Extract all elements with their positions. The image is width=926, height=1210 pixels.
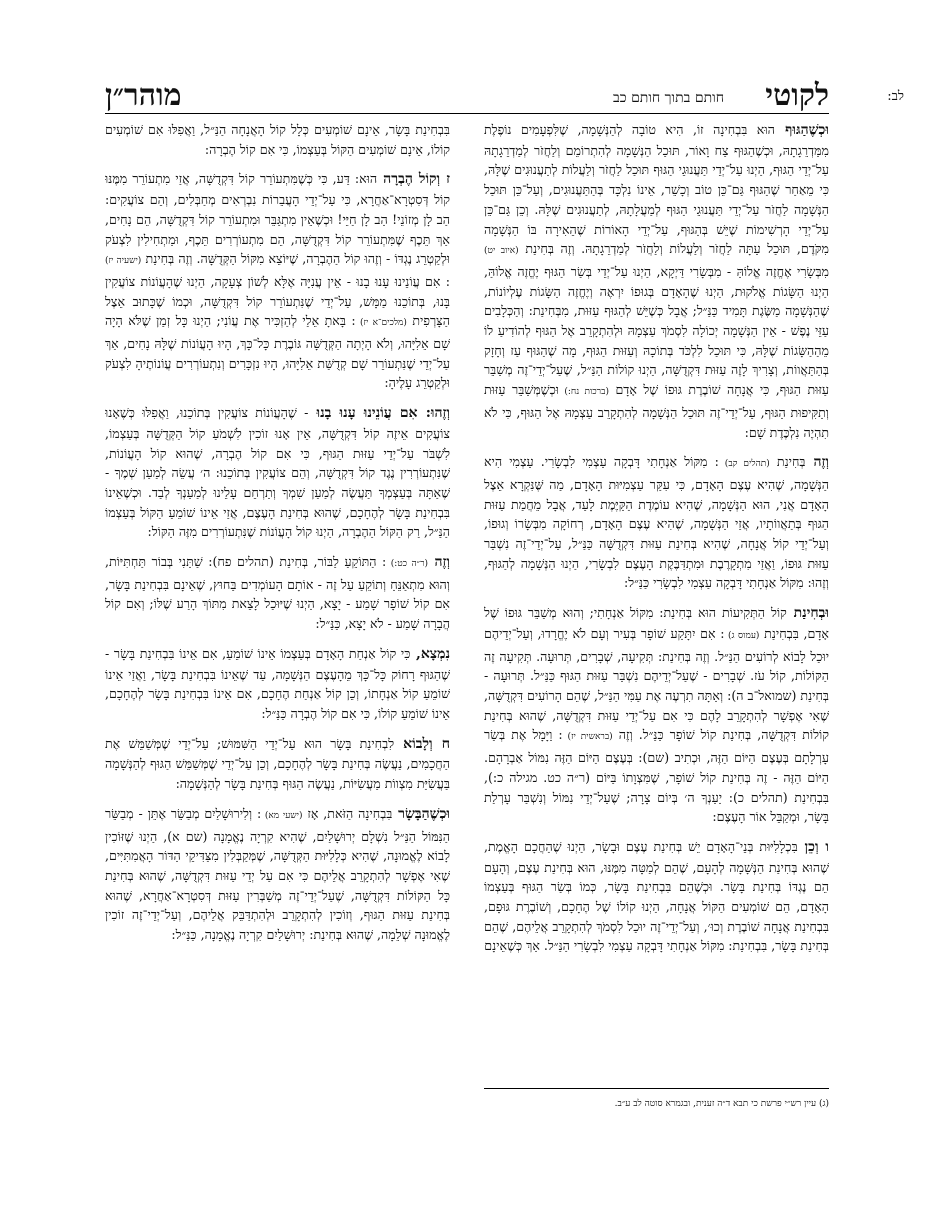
paragraph-lead: ח וְלָבוֹא: [394, 735, 450, 752]
source-reference: (ר״ה כט:): [386, 559, 429, 570]
paragraph: [484, 120, 829, 442]
leaf-number: לב:: [887, 89, 904, 104]
source-reference: (מלכים־א יז): [355, 318, 407, 329]
paragraph: [105, 552, 450, 634]
paragraph-text: הוּא: דַּע, כִּי כְּשֶׁמִּתְעוֹרֵר קוֹל דִּקְדֻשָּׁה, אֲזַי מִתְעוֹרֵר מִמֶּנּוּ קוֹל דְּסִטְרָא־אַחֲרָא, כִּי עַל־יְדֵי הָעֲבֵרוֹת נִבְרְאִים מְחַבְּלִים, וְהֵם צוֹעֲקִים: הַב לָן מְזוֹנֵי! הַב לָן חַיֵּי! וּכְשֶׁאֵין מִתְגַּבֵּר וּמִתְעוֹרֵר קוֹל דִּקְדֻשָּׁה, הֵם נָחִים, אַךְ תֵּכֶף שֶׁמִּתְעוֹרֵר קוֹל דִּקְדֻשָּׁה, הֵם מִתְעוֹרְרִים תֵּכֶף, וּמַתְחִילִין לִצְעֹק וּלְקַטְרֵג נֶגְדּוֹ - וְזֶהוּ קוֹל הַהֶבְרָה, שֶׁיּוֹצֵא מִקּוֹל הַקְּדֻשָּׁה. וְזֶה בְּחִינַת: [105, 171, 450, 267]
left-column: [105, 120, 450, 1110]
paragraph-lead: וְזֶהוּ: אִם עֲוֹנֵינוּ עָנוּ בָנוּ: [308, 405, 450, 422]
paragraph-text: קוֹל הַתְּקִיעוֹת הוּא בְּחִינַת: מִקּוֹל אַנְחָתִי; וְהוּא מְשַׁבֵּר גּוּפוֹ שֶׁל אָדָם, בִּבְחִינַת: [484, 605, 829, 641]
paragraph: [484, 452, 829, 593]
source-reference: (בראשית יז): [562, 732, 613, 743]
paragraph-text: : וַיָּמָל אֶת בְּשַׂר עָרְלָתָם בְּעֶצֶם הַיּוֹם הַזֶּה, וּכְתִיב (שם): בְּעֶצֶם הַיּוֹם הַזֶּה נִמּוֹל אַבְרָהָם. הַיּוֹם הַזֶּה - זֶה בְּחִינַת קוֹל שׁוֹפָר, שֶׁמִּצְוָתוֹ בַּיּוֹם (ר״ה כט. מגילה כ:), בִּבְחִינַת (תהלים כ): יַעַנְךָ ה׳ בְּיוֹם צָרָה; שֶׁעַל־יְדֵי נִמּוֹל וְנִשְׁבַּר עָרְלַת בָּשָׂר, וּמְקַבֵּל אוֹר הָעֶצֶם:: [484, 727, 829, 825]
paragraph-text: וּכְשֶׁמְּשַׁבֵּר עַזּוּת וְתַקִּיפוּת הַגּוּף, עַל־יְדֵי־זֶה תּוּכַל הַנְּשָׁמָה לְהִתְקָרֵב עַצְמָהּ אֶל הַגּוּף, כִּי לֹא תִהְיֶה נִלְכֶּדֶת שָׁם:: [484, 382, 829, 440]
paragraph: [105, 804, 450, 945]
paragraph: [484, 837, 829, 956]
paragraph-lead: ז וְקוֹל הֶבְרָה: [377, 171, 450, 188]
paragraph-text: לִבְחִינַת בָּשָׂר הוּא עַל־יְדֵי הַשִּׁמּוּשׁ; עַל־יְדֵי שֶׁמְּשַׁמֵּשׁ אֶת הַחֲכָמִים, נַעֲשֶׂה בְּחִינַת בָּשָׂר לְהֶחָכָם, וְכֵן עַל־יְדֵי שֶׁמְּשַׁמֵּשׁ הַגּוּף לְהַנְּשָׁמָה בַּעֲשִׂיַּת מִצְווֹת מַעֲשִׂיּוֹת, נַעֲשֶׂה הַגּוּף בְּחִינַת בָּשָׂר לְהַנְּשָׁמָה:: [105, 735, 450, 792]
source-reference: (ברכות נח:): [558, 387, 609, 398]
paragraph-text: - שֶׁהָעֲוֹנוֹת צוֹעֲקִין בְּתוֹכֵנוּ, וַאֲפִלּוּ כְּשֶׁאָנוּ צוֹעֲקִים אֵיזֶה קוֹל דִּקְדֻשָּׁה, אֵין אָנוּ זוֹכִין לִשְׁמֹעַ קוֹל הַקְּדֻשָּׁה בְּעַצְמוֹ, לִשְׁבֹּר עַל־יְדֵי עַזּוּת הַגּוּף, כִּי אִם קוֹל הֶבְרָה, שֶׁהוּא קוֹל הָעֲוֹנוֹת, שֶׁנִּתְעוֹרְרִין נֶגֶד קוֹל דִּקְדֻשָּׁה, וְהֵם צוֹעֲקִין בְּתוֹכֵנוּ: ה׳ עֲשֵׂה לְמַעַן שְׁמֶךָ - שֶׁאַתָּה בְּעַצְמְךָ תַּעֲשֶׂה לְמַעַן שִׁמְךָ וְתַרְחֵם עָלֵינוּ לְמַעַנְךָ לְבַד. וּכְשֶׁאֵינוֹ בִּבְחִינַת בָּשָׂר לְהֶחָכָם, שֶׁהוּא בְּחִינַת הָעֶצֶם, אֲזַי אֵינוֹ שׁוֹמֵעַ הַקּוֹל בְּעַצְמוֹ הַנַּ״ל, רַק הַקּוֹל הַהֶבְרָה, הַיְנוּ קוֹל הָעֲוֹנוֹת שֶׁנִּתְעוֹרְרִים מִזֶּה הַקּוֹל:: [105, 405, 450, 540]
paragraph-lead: וּכְשֶׁהַבָּשָׂר: [392, 805, 450, 822]
author-title: מוהר״ן: [105, 78, 182, 113]
paragraph-text: כִּי קוֹל אַנְחַת הָאָדָם בְּעַצְמוֹ אֵינוֹ שׁוֹמֵעַ, אִם אֵינוֹ בִּבְחִינַת בָּשָׂר - שֶׁהַגּוּף רָחוֹק כָּל־כָּךְ מֵהָעֶצֶם הַנְּשָׁמָה, עַד שֶׁאֵינוֹ בִּבְחִינַת בָּשָׂר, וַאֲזַי אֵינוֹ שׁוֹמֵעַ קוֹל אַנְחָתוֹ, וְכֵן קוֹל אַנְחַת הֶחָכָם, אִם אֵינוֹ בִּבְחִינַת בָּשָׂר לְהֶחָכָם, אֵינוֹ שׁוֹמֵעַ קוֹלוֹ, כִּי אִם קוֹל הֶבְרָה כַּנַּ״ל:: [105, 645, 450, 721]
paragraph-text: בְּחִינַת: [769, 454, 806, 470]
paragraph: [105, 403, 450, 542]
paragraph: [484, 603, 829, 827]
paragraph-text: בִּבְחִינַת בָּשָׂר, אֵינָם שׁוֹמְעִים כְּלָל קוֹל הָאֲנָחָה הַנַּ״ל, וַאֲפִלּוּ אִם שׁוֹמְעִים קוֹלוֹ, אֵינָם שׁוֹמְעִים הַקּוֹל בְּעַצְמוֹ, כִּי אִם קוֹל הֶבְרָה:: [105, 122, 450, 157]
book-title: לקוטי: [765, 78, 829, 113]
paragraph: [105, 169, 450, 393]
paragraph-lead: ו וְכֵן: [797, 838, 829, 855]
paragraph: [105, 120, 450, 159]
paragraph-lead: וְזֶה: [428, 554, 450, 571]
source-reference: (איוב יט): [484, 246, 519, 257]
paragraph-lead: וּבְחִינַת: [786, 605, 829, 622]
right-column: [484, 120, 829, 1080]
paragraph-lead: וּכְשֶׁהַגּוּף: [774, 122, 829, 138]
paragraph: [105, 644, 450, 724]
paragraph-text: : בָּאתָ אֵלַי לְהַזְכִּיר אֶת עֲוֹנִי; הַיְנוּ כָּל זְמַן שֶׁלֹּא הָיָה שָׁם אֵלִיָּהוּ, וְלֹא הָיְתָה הַקְּדֻשָּׁה גּוֹבֶרֶת כָּל־כָּךְ, הָיוּ הָעֲוֹנוֹת שֶׁלָּהּ נָחִים, אַךְ עַל־יְדֵי שֶׁנִּתְעוֹרֵר שָׁם קְדֻשַּׁת אֵלִיָּהוּ, הָיוּ נִזְכָּרִים וְנִתְעוֹרְרִים עֲוֹנוֹתֶיהָ לִצְעֹק וּלְקַטְרֵג עָלֶיהָ:: [105, 313, 450, 391]
paragraph-text: בִּכְלָלִיּוּת בְּנֵי־הָאָדָם יֵשׁ בְּחִינַת עֶצֶם וּבָשָׂר, הַיְנוּ שֶׁהַחֲכָם הָאֱמֶת, שֶׁהוּא בְּחִינַת הַנְּשָׁמָה לְהָעָם, שֶׁהֵם לְמַטָּה מִמֶּנּוּ, הוּא בְּחִינַת עֶצֶם, וְהָעָם הֵם נֶגְדּוֹ בְּחִינַת בָּשָׂר. וּכְשֶׁהֵם בִּבְחִינַת בָּשָׂר, כְּמוֹ בְּשַׂר הַגּוּף בְּעַצְמוֹ הָאָדָם, הֵם שׁוֹמְעִים הַקּוֹל אֲנָחָה, הַיְנוּ קוֹלוֹ שֶׁל הֶחָכָם, וְשׁוֹבֶרֶת גּוּפָם, בִּבְחִינַת אֲנָחָה שׁוֹבֶרֶת וְכוּ׳, וְעַל־יְדֵי־זֶה יוּכַל לִסְמֹךְ לְהִתְקָרֵב אֲלֵיהֶם, שֶׁהֵם בְּחִינַת בָּשָׂר, בִּבְחִינַת: מִקּוֹל אַנְחָתִי דָּבְקָה עַצְמִי לִבְשָׂרִי הַנַּ״ל. אַךְ כְּשֶׁאֵינָם: [484, 838, 829, 954]
source-reference: (תהלים קב): [718, 459, 770, 470]
paragraph-text: הוּא בִּבְחִינָה זוֹ, הִיא טוֹבָה לְהַנְּשָׁמָה, שֶׁלִּפְעָמִים נוֹפֶלֶת מִמַּדְרֵגָתָהּ, וּכְשֶׁהַגּוּף צַח וָאוֹר, תּוּכַל הַנְּשָׁמָה לְהִתְרוֹמֵם וְלַחֲזֹר לְמַדְרֵגָתָהּ עַל־יְדֵי הַגּוּף, הַיְנוּ עַל־יְדֵי תַּעֲנוּגֵי הַגּוּף תּוּכַל לַחֲזֹר וְלַעֲלוֹת לְתַעֲנוּגִים שֶׁלָּהּ, כִּי מֵאַחַר שֶׁהַגּוּף גַּם־כֵּן טוֹב וְכָשֵׁר, אֵינוֹ נִלְכָּד בְּהַתַּעֲנוּגִים, וְעַל־כֵּן תּוּכַל הַנְּשָׁמָה לַחֲזֹר עַל־יְדֵי תַּעֲנוּגֵי הַגּוּף לְמַעֲלָתָהּ, לְתַעֲנוּגִים שֶׁלָּהּ. וְכֵן גַּם־כֵּן עַל־יְדֵי הָרְשִׁימוֹת שֶׁיֵּשׁ בְּהַגּוּף, עַל־יְדֵי הָאוֹרוֹת שֶׁהֵאִירָה בּוֹ הַנְּשָׁמָה מִקֹּדֶם, תּוּכַל עַתָּה לַחֲזֹר וְלַעֲלוֹת וְלַחֲזֹר לְמַדְרֵגָתָהּ. וְזֶה בְּחִינַת: [484, 122, 829, 257]
page-header: [105, 78, 904, 113]
footnote: (ג) עיין רש״י פרשת כי תבא ד״ה זענית, ובגמרא סוטה לב ע״ב.: [614, 1099, 829, 1109]
header-rule: [105, 113, 829, 114]
source-reference: (עמוס ג): [724, 630, 760, 641]
section-subtitle: חותם בתוך חותם כב: [613, 90, 724, 106]
paragraph-text: : אִם יִתָּקַע שׁוֹפָר בְּעִיר וְעָם לֹא יֶחֱרָדוּ, וְעַל־יְדֵיהֶם יוּכַל לָבוֹא לְרוֹעִים הַנַּ״ל. וְזֶה בְּחִינַת: תְּקִיעָה, שְׁבָרִים, תְּרוּעָה. תְּקִיעָה זֶה הַקּוֹלוֹת, קוֹל עֹז. שְׁבָרִים - שֶׁעַל־יְדֵיהֶם נִשְׁבַּר עַזּוּת הַגּוּף כַּנַּ״ל. תְּרוּעָה - בְּחִינַת (שמואל־ב ה): וְאַתָּה תִרְעֶה אֶת עַמִּי הַנַּ״ל, שֶׁהֵם הָרוֹעִים דִּקְדֻשָּׁה, שֶׁאִי אֶפְשָׁר לְהִתְקָרֵב לָהֶם כִּי אִם עַל־יְדֵי עַזּוּת דִּקְדֻשָּׁה, שֶׁהוּא בְּחִינַת קוֹלוֹת דִּקְדֻשָּׁה, בְּחִינַת קוֹל שׁוֹפָר כַּנַּ״ל. וְזֶה: [484, 625, 829, 743]
footnote-rule: [484, 1088, 829, 1089]
source-reference: (ישעיה יז): [105, 256, 142, 267]
paragraph-text: : אִם עֲוֹנֵינוּ עָנוּ בָנוּ - אֵין עֲנִיָּה אֶלָּא לְשׁוֹן צְעָקָה, הַיְנוּ שֶׁהָעֲוֹנוֹת צוֹעֲקִין בָּנוּ, בְּתוֹכֵנוּ מַמָּשׁ, עַל־יְדֵי שֶׁנִּתְעוֹרֵר קוֹל דִּקְדֻשָּׁה, וּכְמוֹ שֶׁכָּתוּב אֵצֶל הַצָּרְפִית: [105, 273, 450, 329]
paragraph-text: : וְלִירוּשָׁלַיִם מְבַשֵּׂר אֶתֵּן - מְבַשֵּׂר הַנִּמּוֹל הַנַּ״ל נִשְׁלָם יְרוּשָׁלַיִם, שֶׁהִיא קִרְיָה נֶאֱמָנָה (שם א), הַיְנוּ שֶׁזּוֹכִין לָבוֹא לֶאֱמוּנָה, שֶׁהִיא כְּלָלִיּוּת הַקְּדֻשָּׁה, שֶׁמְּקַבְּלִין מִצַּדִּיקֵי הַדּוֹר הָאֲמִתִּיִּים, שֶׁאִי אֶפְשָׁר לְהִתְקָרֵב אֲלֵיהֶם כִּי אִם עַל יְדֵי עַזּוּת דִּקְדֻשָּׁה, שֶׁהוּא בְּחִינַת כָּל הַקּוֹלוֹת דִּקְדֻשָּׁה, שֶׁעַל־יְדֵי־זֶה מְשַׁבְּרִין עַזּוּת דְּסִטְרָא־אַחֲרָא, שֶׁהוּא בְּחִינַת עַזּוּת הַגּוּף, וְזוֹכִין לְהִתְקָרֵב וּלְהִתְדַּבֵּק אֲלֵיהֶם, וְעַל־יְדֵי־זֶה זוֹכִין לֶאֱמוּנָה שְׁלֵמָה, שֶׁהוּא בְּחִינַת: יְרוּשָׁלַיִם קִרְיָה נֶאֱמָנָה, כַּנַּ״ל:: [105, 805, 450, 943]
paragraph-text: בִּבְחִינָה הַזֹּאת, אָז: [302, 805, 393, 821]
paragraph-lead: נִמְצָא,: [410, 645, 450, 662]
paragraph: [105, 734, 450, 794]
source-reference: (ישעי מא): [261, 810, 303, 821]
paragraph-text: : מִקּוֹל אַנְחָתִי דָּבְקָה עַצְמִי לִבְשָׂרִי. עַצְמִי הִיא הַנְּשָׁמָה, שֶׁהִיא עֶצֶם הָאָדָם, כִּי עִקַּר עַצְמִיּוּת הָאָדָם, מַה שֶּׁנִּקְרָא אֵצֶל הָאָדָם אֲנִי, הוּא הַנְּשָׁמָה, שֶׁהִיא עוֹמֶדֶת הַקַּיֶּמֶת לָעַד, אֲבָל מֵחֲמַת עַזּוּת הַגּוּף בְּתַאֲווֹתָיו, אֲזַי הַנְּשָׁמָה, שֶׁהִיא עֶצֶם הָאָדָם, רְחוֹקָה מִבְּשָׂרוֹ וְגוּפוֹ, וְעַל־יְדֵי קוֹל אֲנָחָה, שֶׁהִיא בְּחִינַת עַזּוּת דִּקְדֻשָּׁה כַּנַּ״ל, עַל־יְדֵי־זֶה נִשְׁבַּר עַזּוּת גּוּפוֹ, וַאֲזַי מִתְקָרֶבֶת וּמִתְדַּבֶּקֶת הָעֶצֶם לִבְשָׂרִי, הַיְנוּ הַנְּשָׁמָה לְהַגּוּף, וְזֶהוּ: מִקּוֹל אַנְחָתִי דָּבְקָה עַצְמִי לִבְשָׂרִי כַּנַּ״ל:: [484, 454, 829, 591]
paragraph-text: : הַתּוֹקֵעַ לַבּוֹר, בְּחִינַת (תהלים פח): שַׁתַּנִי בְּבוֹר תַּחְתִּיּוֹת, וְהוּא מִתְאַנֵּחַ וְתוֹקֵעַ עַל זֶה - אוֹתָם הָעוֹמְדִים בַּחוּץ, שֶׁאֵינָם בִּבְחִינַת בָּשָׂר, אִם קוֹל שׁוֹפָר שָׁמַע - יָצָא, הַיְנוּ שֶׁיּוּכַל לָצֵאת מִתּוֹךְ הָרַע שֶׁלּוֹ; וְאִם קוֹל הֲבָרָה שָׁמַע - לֹא יָצָא, כַּנַּ״ל:: [105, 554, 450, 632]
paragraph-text: מִבְּשָׂרִי אֶחֱזֶה אֱלוֹהַּ - מִבְּשָׂרִי דַּיְקָא, הַיְנוּ עַל־יְדֵי בְּשַׂר הַגּוּף יֶחֱזֶה אֱלוֹהַּ, הַיְנוּ הַשָּׂגוֹת אֱלֹקוּת, הַיְנוּ שֶׁהָאָדָם בְּגוּפוֹ יִרְאֶה וְיֶחֱזֶה הַשָּׂגוֹת עֶלְיוֹנוֹת, שֶׁהַנְּשָׁמָה מַשֶּׂגֶת תָּמִיד כַּנַּ״ל; אֲבָל כְּשֶׁיֵּשׁ לְהַגּוּף עַזּוּת, מִבְּחִינַת: וְהַכְּלָבִים עַזֵּי נֶפֶשׁ - אֵין הַנְּשָׁמָה יְכוֹלָה לִסְמֹךְ עַצְמָהּ וּלְהִתְקָרֵב אֶל הַגּוּף לְהוֹדִיעַ לוֹ מֵהַהַשָּׂגוֹת שֶׁלָּהּ, כִּי תּוּכַל לִלְכֹּד בְּתוֹכָהּ וְעַזּוּת הַגּוּף, מָה שֶׁהַגּוּף עַז וְחָזָק בְּהַתַּאֲווֹת, וְצָרִיךְ לָזֶה עַזּוּת דִּקְדֻשָּׁה, הַיְנוּ קוֹלוֹת הַנַּ״ל, שֶׁעַל־יְדֵי־זֶה מְשַׁבֵּר עַזּוּת הַגּוּף, כִּי אֲנָחָה שׁוֹבֶרֶת גּוּפוֹ שֶׁל אָדָם: [484, 263, 829, 398]
paragraph-lead: וְזֶה: [805, 454, 829, 471]
